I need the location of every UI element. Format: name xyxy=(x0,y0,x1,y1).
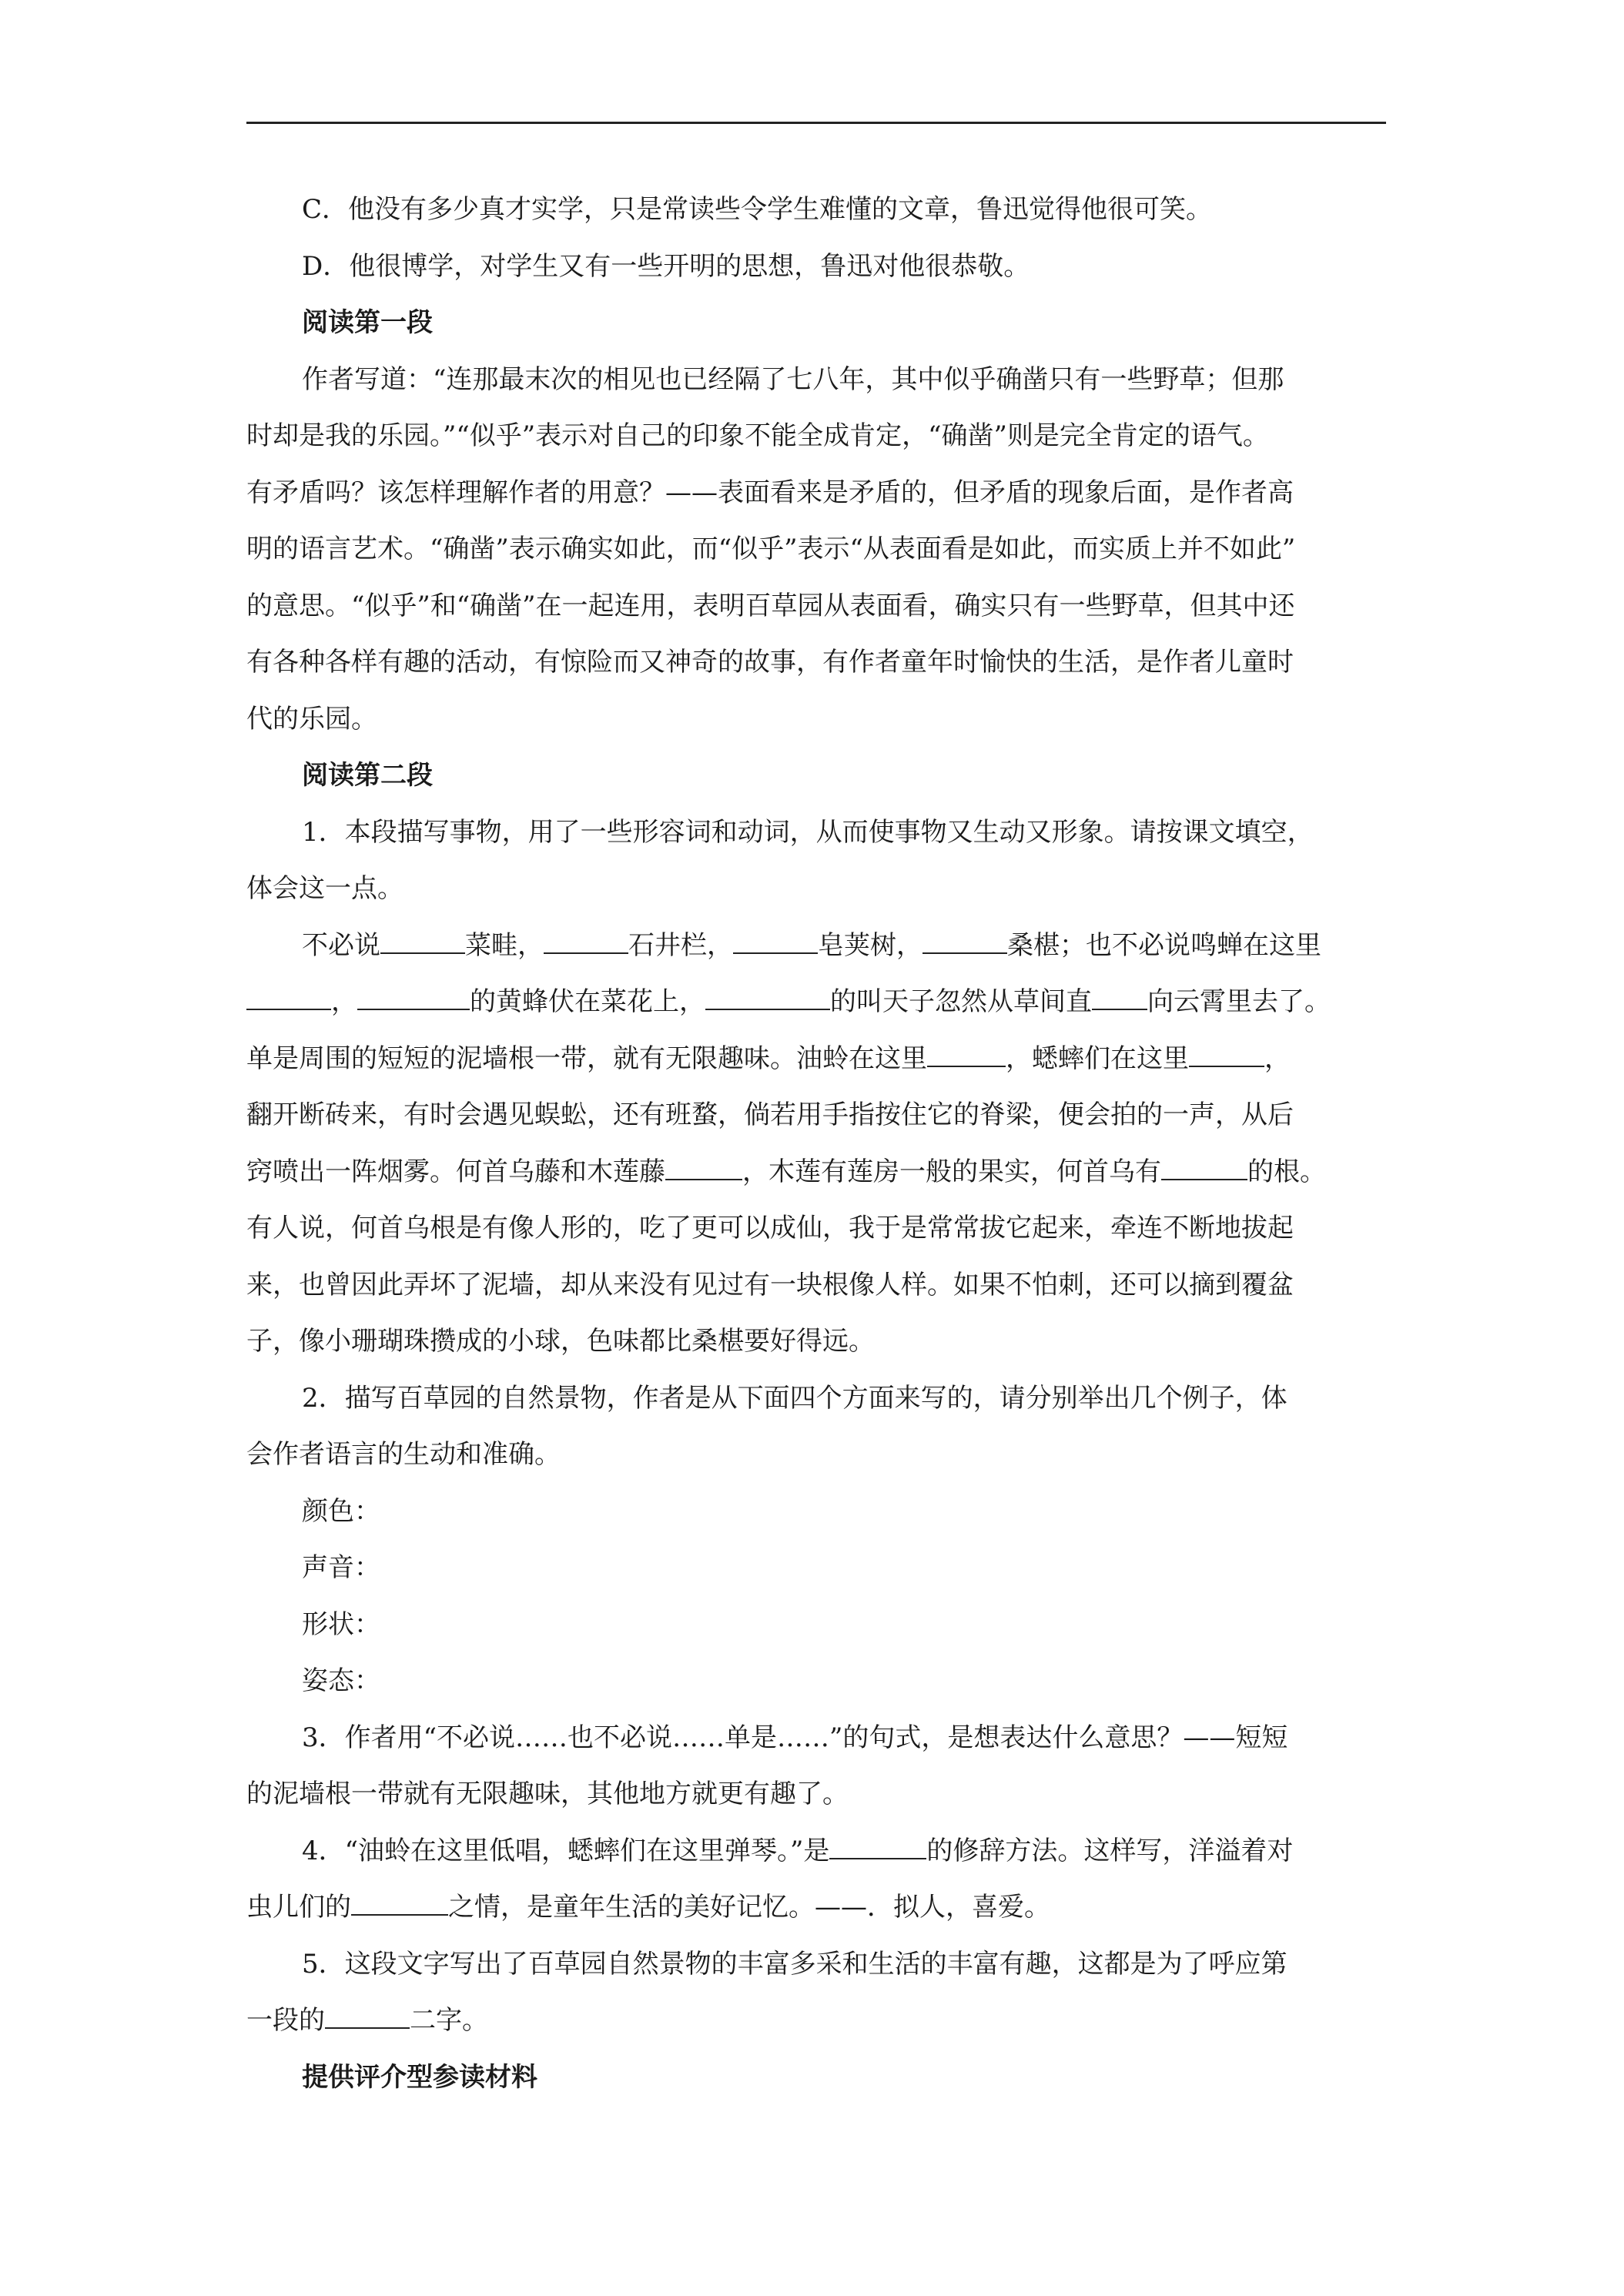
q1-line: 体会这一点。 xyxy=(246,873,403,904)
q2-line: 会作者语言的生动和准确。 xyxy=(246,1439,561,1470)
fill-text: 之情，是童年生活的美好记忆。——．拟人，喜爱。 xyxy=(448,1892,1050,1923)
fill-blank[interactable] xyxy=(544,931,628,954)
fill-blank[interactable] xyxy=(665,1157,742,1180)
fill-text: 的叫天子忽然从草间直 xyxy=(830,986,1092,1017)
fill-text: ，木莲有莲房一般的果实，何首乌有 xyxy=(742,1156,1161,1187)
para-line: 时却是我的乐园。”“似乎”表示对自己的印象不能全成肯定，“确凿”则是完全肯定的语气。 xyxy=(246,420,1269,451)
para-line: 明的语言艺术。“确凿”表示确实如此，而“似乎”表示“从表面看是如此，而实质上并不如此” xyxy=(246,534,1296,564)
fill-line: 来，也曾因此弄坏了泥墙，却从来没有见过有一块根像人样。如果不怕刺，还可以摘到覆盆 xyxy=(246,1269,1294,1300)
option-c: C．他没有多少真才实学，只是常读些令学生难懂的文章，鲁迅觉得他很可笑。 xyxy=(302,194,1213,225)
fill-blank[interactable] xyxy=(1189,1044,1264,1067)
section-heading-2: 阅读第二段 xyxy=(302,760,433,791)
fill-blank[interactable] xyxy=(1092,987,1147,1010)
q4-line xyxy=(246,1879,1386,1936)
q1-line: 1．本段描写事物，用了一些形容词和动词，从而使事物又生动又形象。请按课文填空， xyxy=(302,816,1314,848)
q4-line xyxy=(246,1823,1386,1880)
fill-line xyxy=(246,918,1386,975)
q2-item-shape: 形状： xyxy=(302,1608,380,1640)
q2-item-sound: 声音： xyxy=(302,1552,380,1583)
fill-blank[interactable] xyxy=(733,931,818,954)
fill-line: 子，像小珊瑚珠攒成的小球，色味都比桑椹要好得远。 xyxy=(246,1326,875,1357)
q2-item-posture: 姿态： xyxy=(302,1665,380,1696)
fill-text: 不必说 xyxy=(302,929,380,961)
fill-text: 单是周围的短短的泥墙根一带，就有无限趣味。油蛉在这里 xyxy=(246,1043,927,1074)
q3-line: 3．作者用“不必说……也不必说……单是……”的句式，是想表达什么意思？——短短 xyxy=(302,1722,1288,1753)
fill-blank[interactable] xyxy=(927,1044,1006,1067)
fill-blank[interactable] xyxy=(380,931,465,954)
fill-text: 皂荚树， xyxy=(818,929,922,961)
fill-blank[interactable] xyxy=(922,931,1007,954)
fill-line xyxy=(246,1031,1386,1088)
fill-text: 一段的 xyxy=(246,2005,325,2036)
fill-blank[interactable] xyxy=(705,987,830,1010)
header-rule xyxy=(246,122,1386,124)
fill-text: 窍喷出一阵烟雾。何首乌藤和木莲藤 xyxy=(246,1156,665,1187)
q2-line: 2．描写百草园的自然景物，作者是从下面四个方面来写的，请分别举出几个例子，体 xyxy=(302,1382,1287,1414)
fill-blank[interactable] xyxy=(246,987,331,1010)
fill-text: ， xyxy=(1264,1043,1291,1074)
fill-text: 桑椹；也不必说鸣蝉在这里 xyxy=(1007,929,1321,961)
document-body xyxy=(246,182,1386,2106)
para-line: 代的乐园。 xyxy=(246,703,377,735)
fill-text: 向云霄里去了。 xyxy=(1147,986,1331,1017)
fill-text: 二字。 xyxy=(410,2005,488,2036)
section-heading-1: 阅读第一段 xyxy=(302,307,433,338)
q5-line xyxy=(246,1993,1386,2050)
fill-text: ，蟋蟀们在这里 xyxy=(1006,1043,1189,1074)
section-heading-3: 提供评介型参读材料 xyxy=(302,2061,537,2093)
fill-blank[interactable] xyxy=(325,2006,410,2029)
fill-text: 菜畦， xyxy=(465,929,544,961)
fill-text: 的根。 xyxy=(1247,1156,1326,1187)
option-d: D．他很博学，对学生又有一些开明的思想，鲁迅对他很恭敬。 xyxy=(302,250,1030,282)
para-line: 有矛盾吗？该怎样理解作者的用意？——表面看来是矛盾的，但矛盾的现象后面，是作者高 xyxy=(246,477,1294,508)
fill-text: 4．“油蛉在这里低唱，蟋蟀们在这里弹琴。”是 xyxy=(302,1835,830,1866)
para-line: 作者写道：“连那最末次的相见也已经隔了七八年，其中似乎确凿只有一些野草；但那 xyxy=(302,363,1284,395)
fill-blank[interactable] xyxy=(357,987,470,1010)
fill-line xyxy=(246,1144,1386,1201)
fill-line: 有人说，何首乌根是有像人形的，吃了更可以成仙，我于是常常拔它起来，牵连不断地拔起 xyxy=(246,1213,1294,1243)
fill-blank[interactable] xyxy=(351,1893,448,1916)
para-line: 的意思。“似乎”和“确凿”在一起连用，表明百草园从表面看，确实只有一些野草，但其中还 xyxy=(246,590,1295,621)
fill-line: 翻开断砖来，有时会遇见蜈蚣，还有班蝥，倘若用手指按住它的脊梁，便会拍的一声，从后 xyxy=(246,1099,1294,1130)
q3-line: 的泥墙根一带就有无限趣味，其他地方就更有趣了。 xyxy=(246,1779,849,1809)
fill-blank[interactable] xyxy=(1161,1157,1247,1180)
q5-line: 5．这段文字写出了百草园自然景物的丰富多采和生活的丰富有趣，这都是为了呼应第 xyxy=(302,1948,1287,1980)
q2-item-color: 颜色： xyxy=(302,1495,380,1527)
fill-text: 的修辞方法。这样写，洋溢着对 xyxy=(926,1835,1294,1866)
fill-text: 虫儿们的 xyxy=(246,1892,351,1923)
fill-text: 石井栏， xyxy=(628,929,733,961)
fill-text: ， xyxy=(331,986,357,1017)
para-line: 有各种各样有趣的活动，有惊险而又神奇的故事，有作者童年时愉快的生活，是作者儿童时 xyxy=(246,647,1294,678)
fill-blank[interactable] xyxy=(829,1836,926,1859)
fill-text: 的黄蜂伏在菜花上， xyxy=(470,986,705,1017)
fill-line xyxy=(246,974,1386,1031)
